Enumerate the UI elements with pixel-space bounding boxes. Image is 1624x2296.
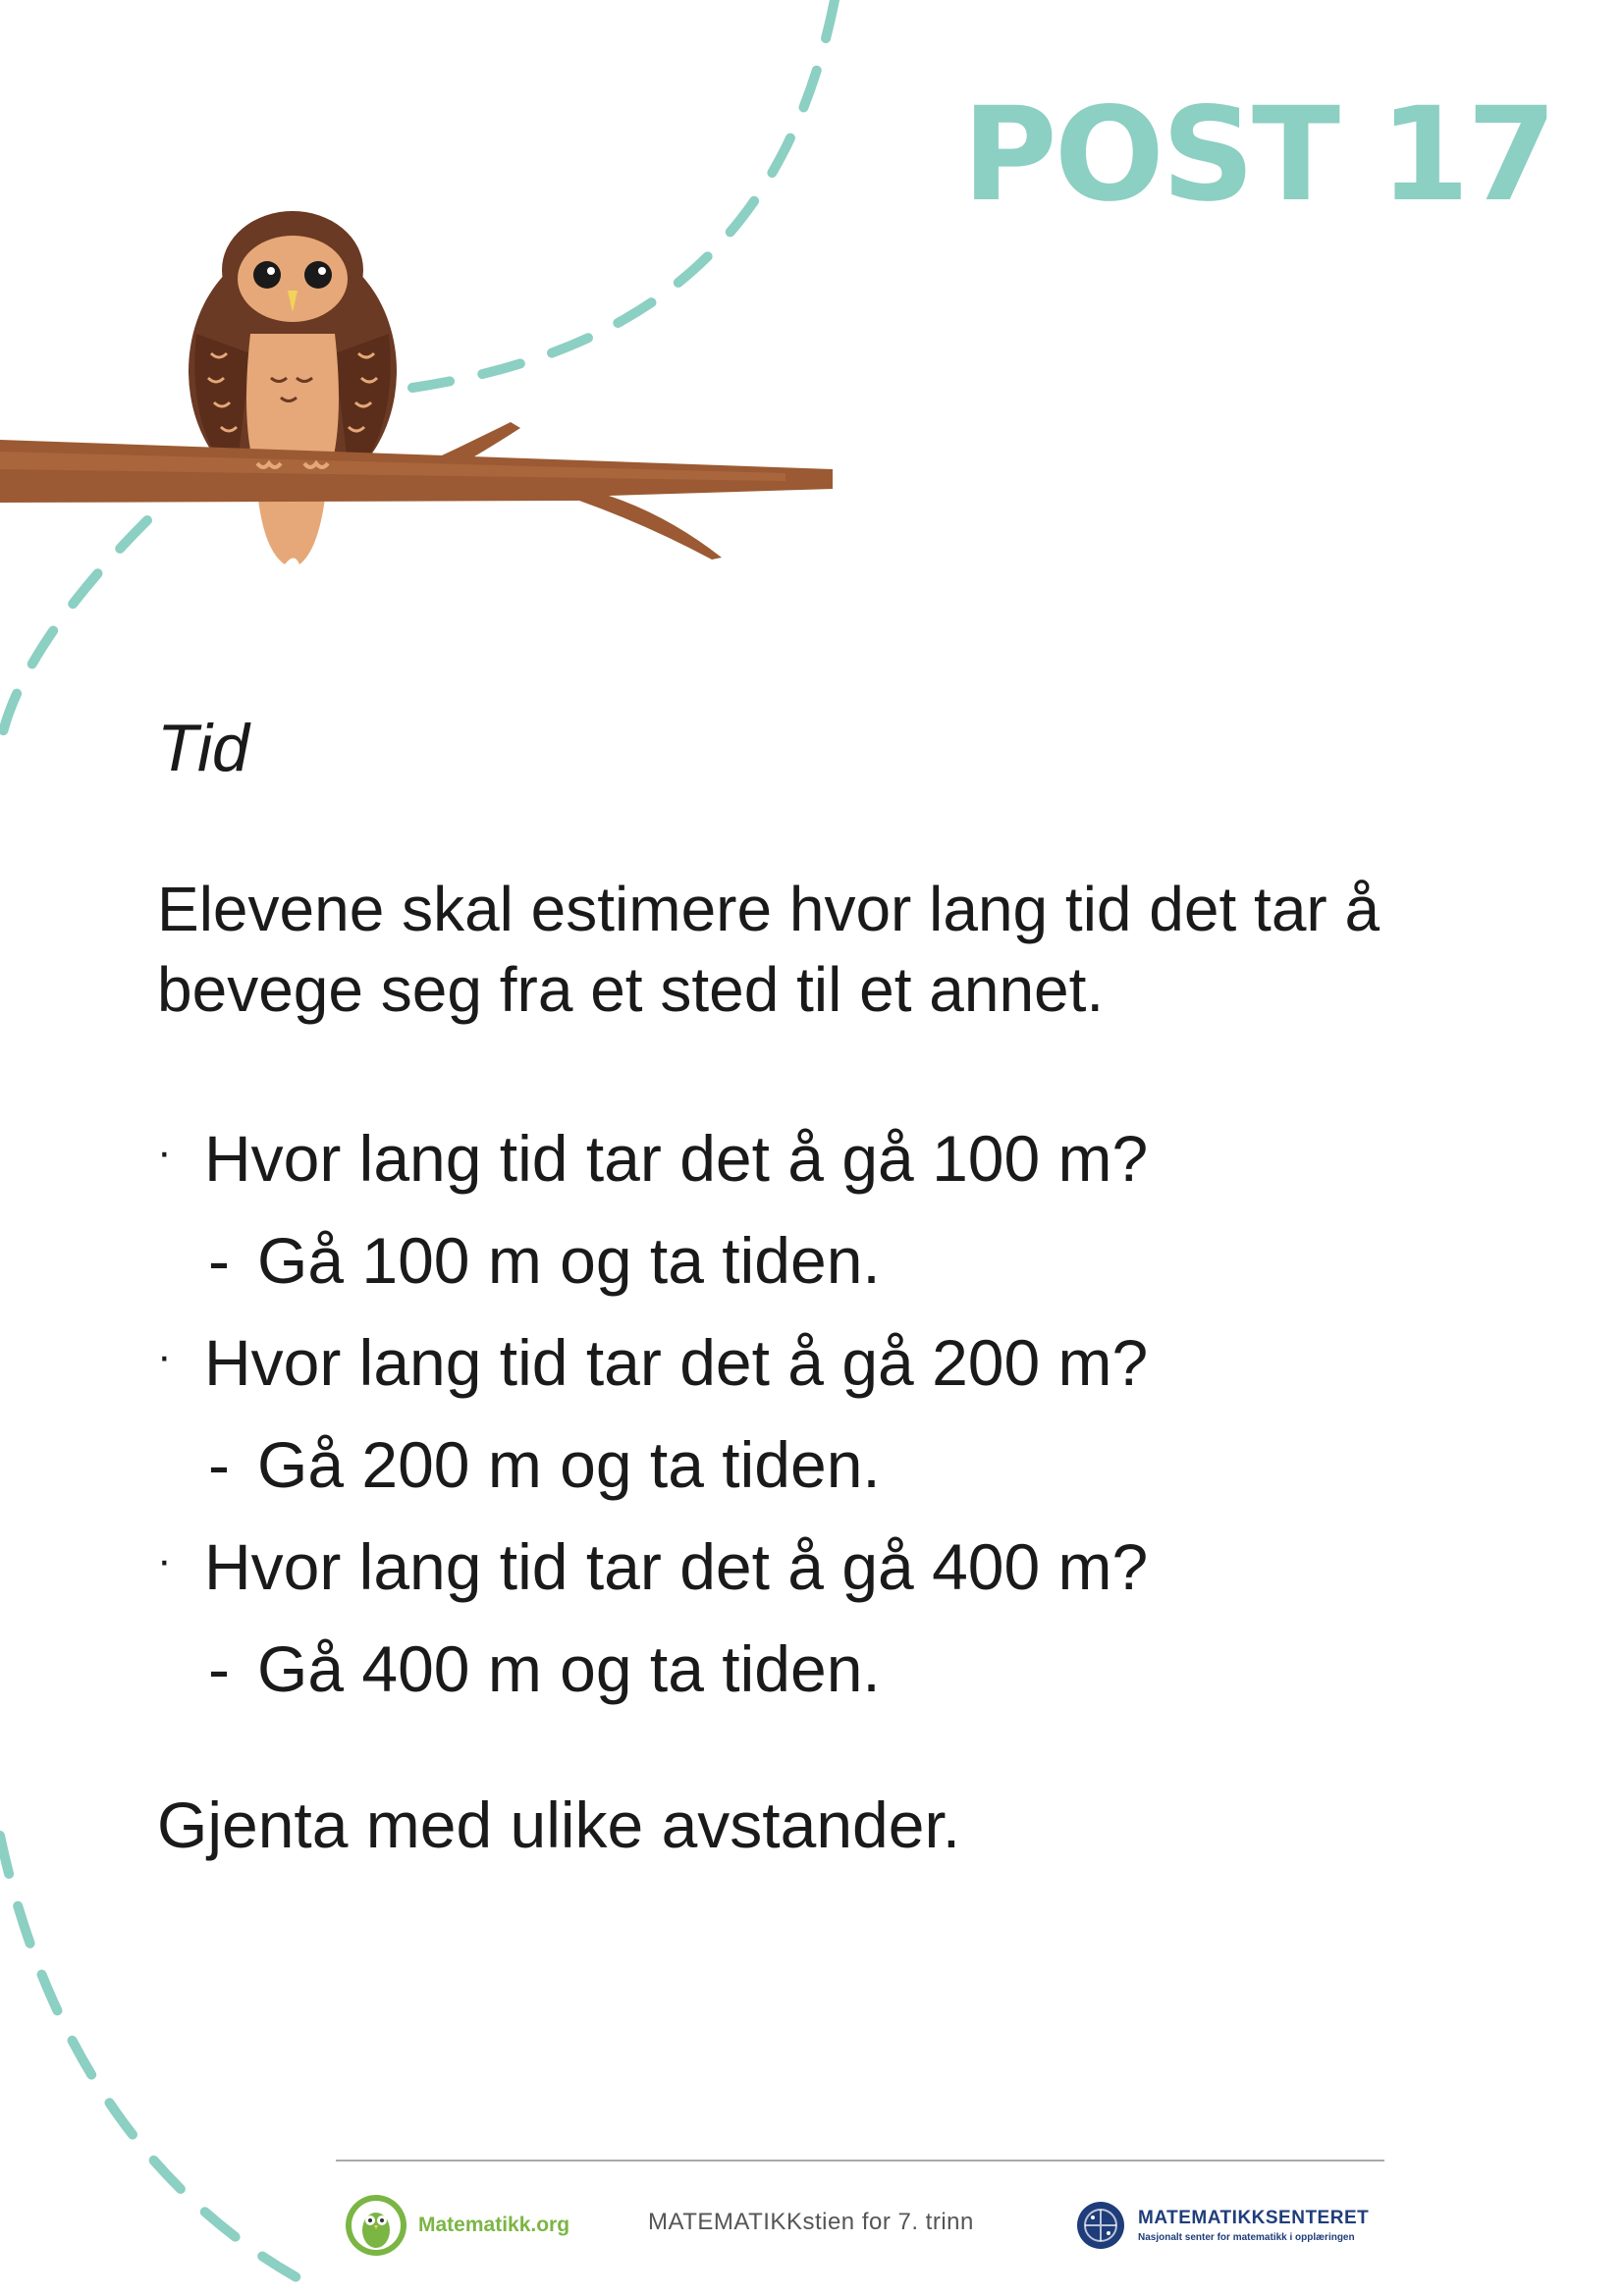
instruction-text: Gå 200 m og ta tiden.	[257, 1428, 881, 1501]
matematikksenteret-logo	[1075, 2191, 1369, 2260]
dashed-path-bottom	[0, 1836, 324, 2292]
task-instruction	[157, 1618, 1434, 1720]
right-logo-text-group	[1138, 2208, 1369, 2243]
task-list	[157, 1107, 1434, 1720]
dash-marker: -	[208, 1632, 230, 1705]
footer-divider	[336, 2160, 1384, 2162]
topic-heading: Tid	[157, 711, 249, 785]
globe-logo-icon	[1075, 2200, 1126, 2251]
dash-marker: -	[208, 1224, 230, 1297]
instruction-text: Gå 100 m og ta tiden.	[257, 1224, 881, 1297]
intro-paragraph	[157, 869, 1473, 1030]
intro-line: Elevene skal estimere hvor lang tid det tar å	[157, 874, 1380, 944]
bullet-marker: ·	[157, 1332, 172, 1380]
task-question	[157, 1516, 1434, 1618]
question-text: Hvor lang tid tar det å gå 400 m?	[204, 1530, 1149, 1603]
footer-center-text: MATEMATIKKstien for 7. trinn	[648, 2209, 974, 2235]
matematikk-org-logo	[344, 2191, 569, 2260]
task-question	[157, 1311, 1434, 1414]
instruction-text: Gå 400 m og ta tiden.	[257, 1632, 881, 1705]
owl-logo-icon	[344, 2193, 408, 2258]
question-text: Hvor lang tid tar det å gå 200 m?	[204, 1326, 1149, 1399]
task-question	[157, 1107, 1434, 1209]
dash-marker: -	[208, 1428, 230, 1501]
intro-line: bevege seg fra et sted til et annet.	[157, 954, 1105, 1025]
left-logo-text: Matematikk.org	[418, 2214, 570, 2236]
bullet-marker: ·	[157, 1128, 172, 1176]
question-text: Hvor lang tid tar det å gå 100 m?	[204, 1122, 1149, 1195]
task-instruction	[157, 1209, 1434, 1311]
right-logo-title: MATEMATIKKSENTERET	[1138, 2208, 1370, 2228]
closing-text: Gjenta med ulike avstander.	[157, 1789, 961, 1861]
post-title: POST 17	[962, 80, 1554, 231]
task-instruction	[157, 1414, 1434, 1516]
bullet-marker: ·	[157, 1536, 172, 1584]
dashed-path-upper	[412, 0, 835, 388]
right-logo-subtitle: Nasjonalt senter for matematikk i opplæringen	[1138, 2232, 1355, 2243]
dashed-path-left	[0, 520, 147, 746]
